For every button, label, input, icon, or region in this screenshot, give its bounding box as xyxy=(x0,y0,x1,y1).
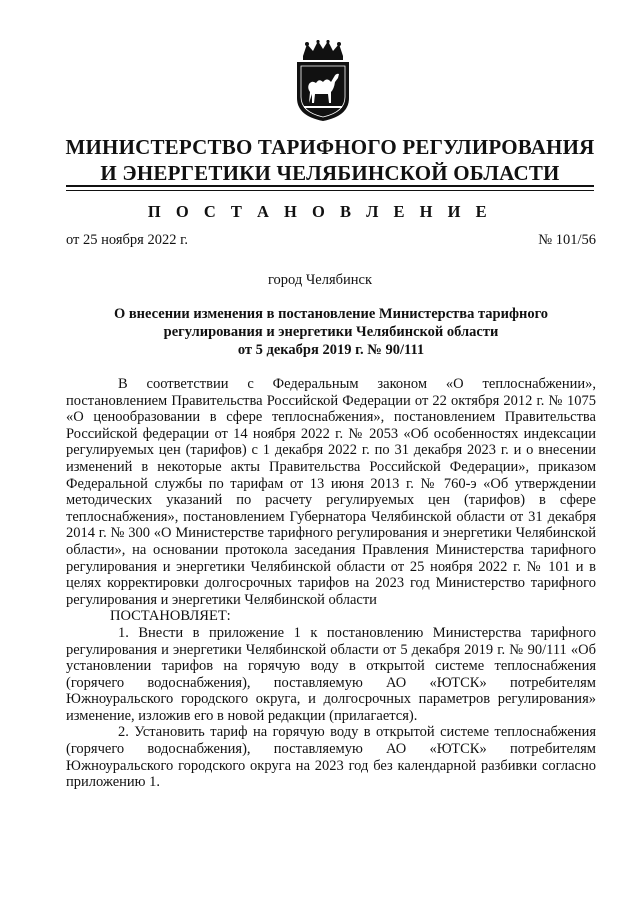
title-line2: регулирования и энергетики Челябинской области xyxy=(163,324,499,340)
document-type: П О С Т А Н О В Л Е Н И Е xyxy=(147,202,493,221)
document-date: от 25 ноября 2022 г. xyxy=(66,232,189,248)
coat-of-arms-camel-icon xyxy=(293,40,353,122)
document-number: № 101/56 xyxy=(538,232,596,248)
date-number-line xyxy=(66,232,596,249)
decree-word: ПОСТАНОВЛЯЕТ: xyxy=(110,608,231,625)
item-1-paragraph: 1. Внести в приложение 1 к постановлению Министерства тарифного регулирования и энергетики Челябинской области от 5 декабря 2019 г. № 90/111 «Об установлении тарифов на горячую воду в открытой системе теплоснабжения (горячего водоснабжения), поставляемую АО «ЮТСК» потребителям Южноуральского городского округа, и долгосрочных параметров регулирования» изменение, изложив его в новой редакции (прилагается). xyxy=(66,624,596,724)
ministry-name-line2: И ЭНЕРГЕТИКИ ЧЕЛЯБИНСКОЙ ОБЛАСТИ xyxy=(100,161,560,185)
header-divider-thick xyxy=(66,185,594,187)
document-title xyxy=(66,305,596,359)
ministry-name-line1: МИНИСТЕРСТВО ТАРИФНОГО РЕГУЛИРОВАНИЯ xyxy=(65,135,595,159)
title-line3: от 5 декабря 2019 г. № 90/111 xyxy=(237,342,425,358)
title-line1: О внесении изменения в постановление Министерства тарифного xyxy=(113,306,549,322)
document-body xyxy=(66,376,596,791)
preamble-paragraph: В соответствии с Федеральным законом «О теплоснабжении», постановлением Правительства Российской Федерации от 22 октября 2012 г. № 1075 «О ценообразовании в сфере теплоснабжения», постановлением Правительства Российской федерации от 14 ноября 2022 г. № 2053 «Об особенностях индексации регулируемых цен (тарифов) с 1 декабря 2022 г. по 31 декабря 2023 г. и о внесении изменений в некоторые акты Правительства Российской Федерации», приказом Федеральной службы по тарифам от 13 июня 2013 г. № 760-э «Об утверждении методических указаний по расчету регулируемых цен (тарифов) в сфере теплоснабжения», постановлением Губернатора Челябинской области от 31 декабря 2014 г. № 300 «О Министерстве тарифного регулирования и энергетики Челябинской области», на основании протокола заседания Правления Министерства тарифного регулирования и энергетики Челябинской области от 25 ноября 2022 г. № 101 и в целях корректировки долгосрочных тарифов на 2023 год Министерство тарифного регулирования и энергетики Челябинской области xyxy=(66,376,596,608)
ministry-name xyxy=(40,134,620,186)
item-2-paragraph: 2. Установить тариф на горячую воду в открытой системе теплоснабжения (горячего водоснабжения), поставляемую АО «ЮТСК» потребителям Южноуральского городского округа на 2023 год без календарной разбивки согласно приложению 1. xyxy=(66,724,596,791)
header-divider-thin xyxy=(66,190,594,191)
document-city: город Челябинск xyxy=(267,272,373,288)
